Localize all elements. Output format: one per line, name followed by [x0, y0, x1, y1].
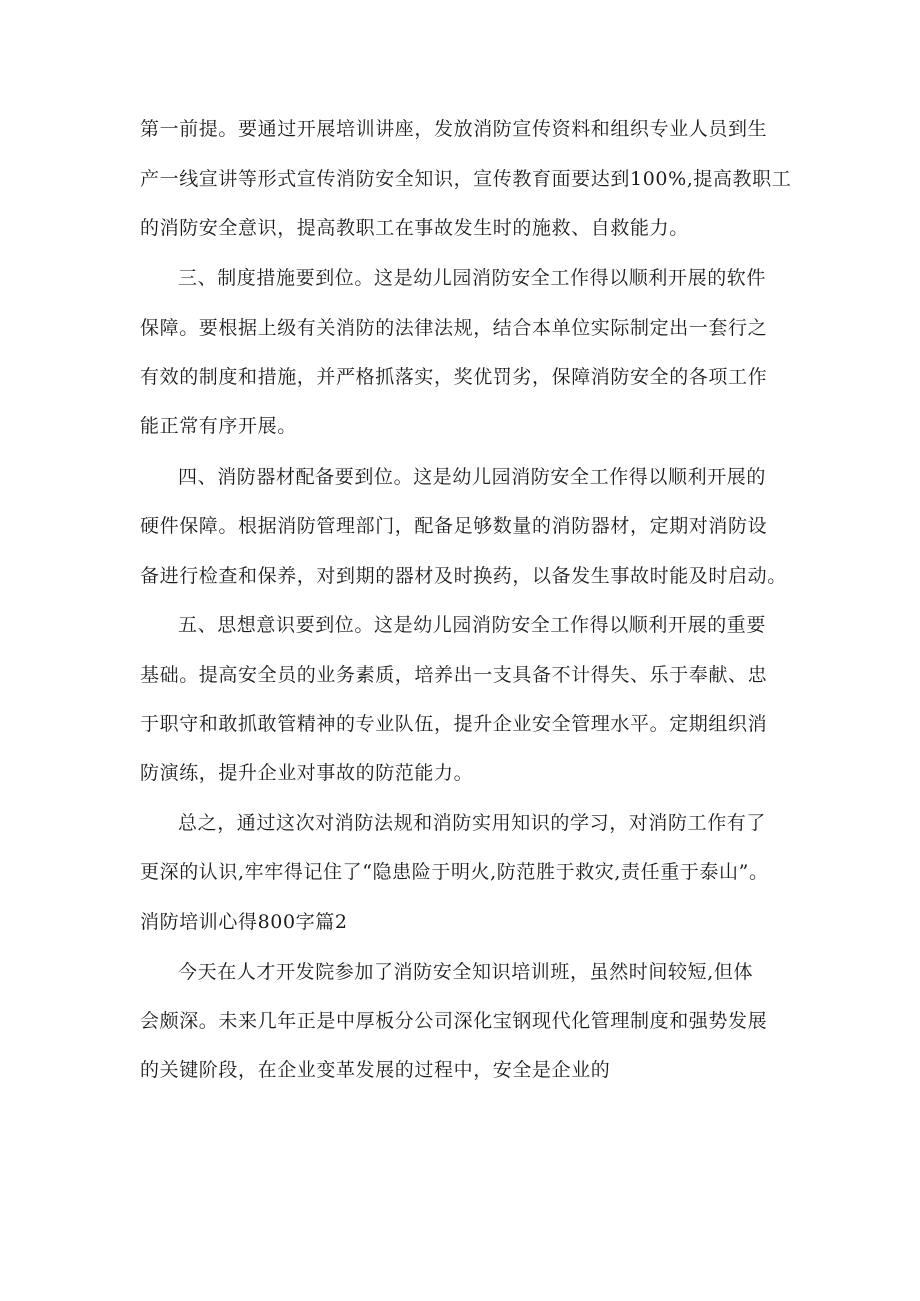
paragraph-start-5: 五、思想意识要到位。这是幼儿园消防安全工作得以顺利开展的重要 — [178, 614, 767, 636]
paragraph-start-article2: 今天在人才开发院参加了消防安全知识培训班，虽然时间较短,但体 — [178, 961, 754, 983]
text-line-19: 会颇深。未来几年正是中厚板分公司深化宝钢现代化管理制度和强势发展 — [140, 1010, 768, 1032]
text-line-13: 于职守和敢抓敢管精神的专业队伍，提升企业安全管理水平。定期组织消 — [140, 713, 768, 735]
text-line-20: 的关键阶段，在企业变革发展的过程中，安全是企业的 — [140, 1059, 611, 1081]
text-line-5: 保障。要根据上级有关消防的法律法规，结合本单位实际制定出一套行之 — [140, 317, 768, 339]
text-line-16: 更深的认识,牢牢得记住了“隐患险于明火,防范胜于救灾,责任重于泰山”。 — [140, 861, 769, 883]
paragraph-start-3: 三、制度措施要到位。这是幼儿园消防安全工作得以顺利开展的软件 — [178, 267, 767, 289]
section-heading: 消防培训心得800字篇2 — [140, 911, 348, 933]
text-line-2: 产一线宣讲等形式宣传消防安全知识，宣传教育面要达到100%,提高教职工 — [140, 168, 792, 190]
text-line-1: 第一前提。要通过开展培训讲座，发放消防宣传资料和组织专业人员到生 — [140, 118, 768, 140]
text-line-10: 备进行检查和保养，对到期的器材及时换药，以备发生事故时能及时启动。 — [140, 565, 787, 587]
text-line-9: 硬件保障。根据消防管理部门，配备足够数量的消防器材，定期对消防设 — [140, 515, 768, 537]
text-line-6: 有效的制度和措施，并严格抓落实，奖优罚劣，保障消防安全的各项工作 — [140, 366, 768, 388]
text-line-12: 基础。提高安全员的业务素质，培养出一支具备不计得失、乐于奉献、忠 — [140, 664, 768, 686]
paragraph-start-summary: 总之，通过这次对消防法规和消防实用知识的学习，对消防工作有了 — [178, 812, 767, 834]
paragraph-start-4: 四、消防器材配备要到位。这是幼儿园消防安全工作得以顺利开展的 — [178, 466, 767, 488]
text-line-7: 能正常有序开展。 — [140, 415, 297, 437]
text-line-3: 的消防安全意识，提高教职工在事故发生时的施救、自救能力。 — [140, 217, 689, 239]
text-line-14: 防演练，提升企业对事故的防范能力。 — [140, 762, 474, 784]
